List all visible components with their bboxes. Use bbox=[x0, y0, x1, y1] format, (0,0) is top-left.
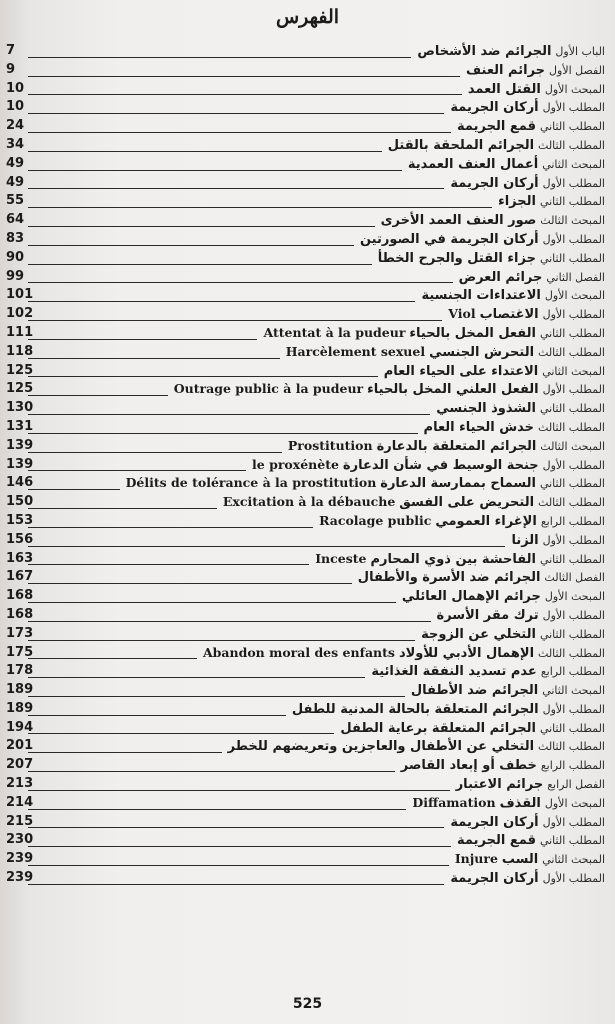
toc-section-title: الجرائم المتعلقة بالحالة المدنية للطفل bbox=[291, 701, 539, 717]
toc-entry bbox=[0, 399, 615, 418]
toc-section-title: أركان الجريمة bbox=[450, 100, 539, 116]
toc-entry bbox=[0, 98, 615, 117]
toc-section-label: المطلب الأول bbox=[542, 232, 605, 246]
toc-page-number: 64 bbox=[6, 212, 25, 228]
toc-section-label: المطلب الأول bbox=[542, 383, 605, 397]
toc-section-label: المطلب الثالث bbox=[538, 646, 605, 660]
toc-entry-text bbox=[252, 456, 605, 475]
toc-entry-text bbox=[466, 61, 605, 80]
toc-entry-text bbox=[402, 587, 605, 606]
toc-section-label: المطلب الثاني bbox=[539, 721, 605, 735]
toc-page-number: 189 bbox=[6, 682, 34, 698]
toc-entry bbox=[0, 80, 615, 99]
toc-french-term: Inceste bbox=[315, 550, 367, 566]
toc-section-title: الشذوذ الجنسي bbox=[436, 401, 536, 417]
toc-section-label: المطلب الأول bbox=[542, 176, 605, 190]
toc-entry bbox=[0, 155, 615, 174]
toc-section-title: جرائم الاعتبار bbox=[455, 777, 544, 793]
toc-entry bbox=[0, 362, 615, 381]
toc-page-number: 239 bbox=[6, 851, 34, 867]
toc-section-label: المطلب الرابع bbox=[540, 514, 605, 528]
toc-page-number: 55 bbox=[6, 193, 25, 209]
toc-entry-text bbox=[203, 644, 605, 663]
toc-leader-line bbox=[28, 339, 257, 340]
toc-page-number: 7 bbox=[6, 43, 16, 58]
toc-entry-text bbox=[450, 813, 605, 832]
toc-section-label: المطلب الرابع bbox=[540, 759, 605, 773]
toc-entry-text bbox=[381, 211, 605, 230]
toc-entry bbox=[0, 418, 615, 437]
toc-entry bbox=[0, 606, 615, 625]
toc-section-title: جرائم العنف bbox=[466, 62, 546, 78]
toc-section-label: المطلب الأول bbox=[542, 533, 605, 547]
toc-page-number: 230 bbox=[6, 832, 34, 848]
toc-leader-line bbox=[28, 677, 365, 678]
toc-french-term: Harcèlement sexuel bbox=[285, 343, 426, 359]
toc-entry-text bbox=[408, 155, 605, 174]
toc-leader-line bbox=[28, 452, 282, 453]
toc-section-title: الجرائم المتعلقة بالدعارة bbox=[376, 438, 537, 454]
toc-entry bbox=[0, 850, 615, 869]
toc-entry bbox=[0, 305, 615, 324]
toc-entry bbox=[0, 136, 615, 155]
toc-page-number: 49 bbox=[6, 174, 25, 190]
toc-section-label: المبحث الثالث bbox=[540, 439, 605, 453]
toc-section-title: أركان الجريمة bbox=[450, 871, 539, 887]
toc-entry-text bbox=[457, 117, 605, 136]
toc-leader-line bbox=[28, 884, 444, 885]
toc-entry-text bbox=[340, 719, 605, 738]
toc-section-label: المطلب الثاني bbox=[539, 402, 605, 416]
toc-section-label: المبحث الأول bbox=[544, 796, 605, 810]
toc-entry-text bbox=[388, 136, 605, 155]
toc-page-number: 150 bbox=[6, 494, 34, 510]
toc-section-label: الفصل الرابع bbox=[547, 778, 605, 792]
toc-french-term: Abandon moral des enfants bbox=[202, 644, 395, 660]
toc-leader-line bbox=[28, 188, 444, 189]
toc-leader-line bbox=[28, 508, 217, 509]
toc-entry bbox=[0, 286, 615, 305]
toc-entry-text bbox=[371, 662, 605, 681]
toc-entry-text bbox=[417, 42, 605, 61]
toc-entry bbox=[0, 117, 615, 136]
toc-section-title: الجرائم المتعلقة برعاية الطفل bbox=[340, 720, 536, 736]
toc-section-title: عدم تسديد النفقة الغذائية bbox=[371, 664, 537, 680]
toc-entry-text bbox=[264, 324, 606, 343]
toc-page-number: 175 bbox=[6, 644, 34, 660]
toc-entry-text bbox=[450, 174, 605, 193]
toc-section-title: أركان الجريمة في الصورتين bbox=[359, 231, 539, 247]
toc-section-label: المبحث الثاني bbox=[542, 157, 605, 171]
toc-page-number: 201 bbox=[6, 738, 34, 754]
toc-page-number: 194 bbox=[6, 719, 34, 735]
toc-entry bbox=[0, 568, 615, 587]
toc-page-number: 125 bbox=[6, 362, 34, 378]
toc-entry-text bbox=[401, 756, 605, 775]
toc-leader-line bbox=[28, 132, 451, 133]
toc-page-number: 130 bbox=[6, 400, 34, 416]
toc-section-title: الاغتصاب bbox=[479, 307, 539, 323]
toc-section-title: القذف bbox=[499, 795, 541, 811]
toc-entry-text bbox=[315, 550, 605, 569]
toc-page-number: 83 bbox=[6, 230, 25, 246]
toc-leader-line bbox=[28, 621, 431, 622]
toc-leader-line bbox=[28, 358, 280, 359]
toc-section-label: المطلب الأول bbox=[542, 101, 605, 115]
toc-section-title: الإغراء العمومي bbox=[435, 513, 537, 529]
toc-page-number: 139 bbox=[6, 437, 34, 453]
toc-entry-text bbox=[450, 869, 605, 888]
toc-section-label: المطلب الثالث bbox=[538, 345, 605, 359]
toc-entry bbox=[0, 61, 615, 80]
toc-section-title: الاعتداءات الجنسية bbox=[421, 288, 541, 304]
toc-french-term: Racolage public bbox=[319, 512, 432, 528]
toc-entry-text bbox=[421, 286, 605, 305]
toc-entry bbox=[0, 587, 615, 606]
toc-entry-text bbox=[411, 681, 605, 700]
toc-leader-line bbox=[28, 733, 334, 734]
page-number: 525 bbox=[292, 996, 323, 1012]
toc-entry-text bbox=[360, 230, 605, 249]
toc-section-title: الجزاء bbox=[498, 194, 536, 210]
toc-entry bbox=[0, 324, 615, 343]
toc-section-label: المطلب الثاني bbox=[539, 120, 605, 134]
toc-page-number: 207 bbox=[6, 757, 34, 773]
toc-entry bbox=[0, 42, 615, 61]
toc-page-number: 111 bbox=[6, 324, 34, 340]
toc-entry bbox=[0, 192, 615, 211]
toc-page-number: 101 bbox=[6, 287, 34, 303]
toc-page-number: 168 bbox=[6, 588, 34, 604]
toc-leader-line bbox=[28, 696, 405, 697]
toc-entry bbox=[0, 174, 615, 193]
toc-page-number: 49 bbox=[6, 155, 25, 171]
toc-entry bbox=[0, 831, 615, 850]
toc-page-number: 146 bbox=[6, 475, 34, 491]
toc-page-number: 102 bbox=[6, 306, 34, 322]
toc-entry-text bbox=[468, 80, 605, 99]
toc-page-number: 156 bbox=[6, 531, 34, 547]
toc-entry bbox=[0, 268, 615, 287]
toc-section-label: المطلب الثاني bbox=[539, 552, 605, 566]
toc-leader-line bbox=[28, 470, 246, 471]
toc-section-title: قمع الجريمة bbox=[457, 833, 536, 849]
toc-leader-line bbox=[28, 76, 460, 77]
toc-french-term: Injure bbox=[454, 851, 498, 867]
toc-section-title: السب bbox=[501, 852, 539, 868]
toc-leader-line bbox=[28, 640, 415, 641]
toc-section-label: المطلب الثاني bbox=[539, 477, 605, 491]
toc-entry bbox=[0, 437, 615, 456]
toc-page-number: 189 bbox=[6, 700, 34, 716]
toc-section-title: الجرائم ضد الأسرة والأطفال bbox=[357, 570, 541, 586]
toc-section-title: خدش الحياء العام bbox=[423, 419, 535, 435]
toc-section-label: المبحث الأول bbox=[544, 289, 605, 303]
toc-section-title: التحرش الجنسي bbox=[429, 344, 535, 360]
toc-entry-text bbox=[457, 831, 605, 850]
toc-section-label: الفصل الثاني bbox=[546, 270, 605, 284]
toc-page-number: 24 bbox=[6, 118, 25, 134]
toc-entry-text bbox=[126, 474, 605, 493]
toc-entry bbox=[0, 380, 615, 399]
toc-entry-text bbox=[288, 437, 605, 456]
toc-section-label: المطلب الثالث bbox=[538, 420, 605, 434]
toc-section-label: المطلب الثاني bbox=[539, 195, 605, 209]
toc-leader-line bbox=[28, 113, 444, 114]
toc-leader-line bbox=[28, 583, 352, 584]
toc-entry-text bbox=[384, 362, 605, 381]
toc-entry-text bbox=[421, 625, 605, 644]
toc-section-label: المطلب الثاني bbox=[539, 627, 605, 641]
toc-french-term: Excitation à la débauche bbox=[222, 494, 396, 510]
toc-page-number: 214 bbox=[6, 794, 34, 810]
toc-page-number: 10 bbox=[6, 99, 25, 115]
toc-page-number: 213 bbox=[6, 776, 34, 792]
toc-page-number: 131 bbox=[6, 418, 34, 434]
toc-section-label: الفصل الثالث bbox=[544, 571, 605, 585]
toc-entry-text bbox=[450, 98, 605, 117]
toc-entry-text bbox=[456, 775, 605, 794]
toc-page-number: 90 bbox=[6, 249, 25, 265]
toc-french-term: Viol bbox=[448, 306, 476, 322]
toc-leader-line bbox=[28, 245, 354, 246]
toc-section-label: المطلب الثالث bbox=[538, 138, 605, 152]
toc-section-label: المبحث الأول bbox=[544, 590, 605, 604]
toc-entry-text bbox=[498, 192, 605, 211]
toc-section-label: الفصل الأول bbox=[549, 63, 605, 77]
toc-leader-line bbox=[28, 715, 286, 716]
toc-entry bbox=[0, 230, 615, 249]
toc-page-number: 168 bbox=[6, 606, 34, 622]
toc-leader-line bbox=[28, 658, 197, 659]
toc-page-number: 163 bbox=[6, 550, 34, 566]
toc-leader-line bbox=[28, 433, 418, 434]
toc-section-label: المطلب الأول bbox=[542, 608, 605, 622]
toc-section-title: أركان الجريمة bbox=[450, 175, 539, 191]
toc-section-label: المطلب الثالث bbox=[538, 740, 605, 754]
toc-leader-line bbox=[28, 827, 444, 828]
toc-section-label: المبحث الثاني bbox=[542, 853, 605, 867]
toc-section-label: المطلب الأول bbox=[542, 815, 605, 829]
toc-entry bbox=[0, 775, 615, 794]
toc-leader-line bbox=[28, 564, 309, 565]
toc-entry bbox=[0, 737, 615, 756]
toc-entry bbox=[0, 625, 615, 644]
toc-page-number: 10 bbox=[6, 80, 25, 96]
toc-entry-text bbox=[292, 700, 605, 719]
toc-entry-text bbox=[424, 418, 605, 437]
toc-leader-line bbox=[28, 301, 415, 302]
toc-section-title: الجرائم الملحقة بالقتل bbox=[387, 137, 535, 153]
toc-entry bbox=[0, 493, 615, 512]
toc-entry-text bbox=[459, 268, 605, 287]
toc-leader-line bbox=[28, 752, 222, 753]
toc-section-title: أعمال العنف العمدية bbox=[407, 156, 539, 172]
toc-leader-line bbox=[28, 226, 375, 227]
toc-section-title: الجرائم ضد الأشخاص bbox=[417, 44, 552, 59]
toc-page-number: 34 bbox=[6, 136, 25, 152]
toc-page-number: 153 bbox=[6, 512, 34, 528]
toc-section-label: المطلب الأول bbox=[542, 458, 605, 472]
toc-french-term: Outrage public à la pudeur bbox=[173, 381, 364, 397]
toc-page-number: 167 bbox=[6, 569, 34, 585]
toc-section-title: التخلي عن الأطفال والعاجزين وتعريضهم للخطر bbox=[227, 739, 535, 755]
toc-page-number: 178 bbox=[6, 663, 34, 679]
toc-leader-line bbox=[28, 527, 313, 528]
toc-leader-line bbox=[28, 809, 406, 810]
toc-leader-line bbox=[28, 94, 462, 95]
toc-section-title: جرائم العرض bbox=[458, 269, 543, 285]
toc-leader-line bbox=[28, 151, 382, 152]
toc-section-label: المطلب الثاني bbox=[539, 834, 605, 848]
toc-section-title: جزاء القتل والجرح الخطأ bbox=[377, 250, 536, 266]
toc-leader-line bbox=[28, 57, 411, 58]
toc-section-title: السماح بممارسة الدعارة bbox=[380, 476, 536, 492]
toc-section-title: التخلي عن الزوجة bbox=[421, 626, 536, 642]
toc-entry-text bbox=[228, 737, 605, 756]
toc-leader-line bbox=[28, 395, 168, 396]
toc-entry-text bbox=[286, 343, 605, 362]
toc-section-title: الاعتداء على الحياء العام bbox=[383, 363, 539, 379]
toc-entry bbox=[0, 644, 615, 663]
toc-leader-line bbox=[28, 282, 453, 283]
toc-section-label: المطلب الأول bbox=[542, 308, 605, 322]
toc-entry-text bbox=[174, 380, 605, 399]
toc-section-label: المبحث الثاني bbox=[542, 364, 605, 378]
toc-french-term: Prostitution bbox=[287, 437, 373, 453]
toc-entry bbox=[0, 662, 615, 681]
toc-section-title: خطف أو إبعاد القاصر bbox=[400, 758, 537, 774]
toc-entry bbox=[0, 249, 615, 268]
toc-leader-line bbox=[28, 546, 505, 547]
toc-section-title: الفعل المخل بالحياء bbox=[409, 325, 536, 341]
toc-leader-line bbox=[28, 790, 450, 791]
toc-section-title: الإهمال الأدبي للأولاد bbox=[398, 645, 535, 661]
toc-page-number: 118 bbox=[6, 343, 34, 359]
toc-entry bbox=[0, 813, 615, 832]
toc-page-number: 215 bbox=[6, 813, 34, 829]
toc-leader-line bbox=[28, 414, 430, 415]
toc-leader-line bbox=[28, 207, 492, 208]
toc-entry bbox=[0, 531, 615, 550]
toc-section-label: المطلب الرابع bbox=[540, 665, 605, 679]
toc-french-term: le proxénète bbox=[252, 456, 339, 472]
toc-leader-line bbox=[28, 376, 378, 377]
toc-page-number: 139 bbox=[6, 456, 34, 472]
toc-section-label: المبحث الأول bbox=[544, 82, 605, 96]
toc-section-title: صور العنف العمد الأخرى bbox=[380, 213, 537, 229]
toc-entry-text bbox=[437, 606, 605, 625]
toc-entry-text bbox=[448, 305, 605, 324]
toc-french-term: Diffamation bbox=[412, 794, 496, 810]
toc-entry bbox=[0, 474, 615, 493]
toc-french-term: Délits de tolérance à la prostitution bbox=[125, 475, 377, 491]
toc-entry-text bbox=[511, 531, 605, 550]
toc-entry bbox=[0, 794, 615, 813]
toc-section-title: جرائم الإهمال العائلي bbox=[401, 589, 541, 605]
toc-entry-text bbox=[412, 794, 605, 813]
toc-leader-line bbox=[28, 846, 451, 847]
toc-section-title: الزنا bbox=[511, 532, 539, 548]
toc-section-label: المبحث الثالث bbox=[540, 214, 605, 228]
toc-leader-line bbox=[28, 264, 372, 265]
toc-entry bbox=[0, 211, 615, 230]
toc-leader-line bbox=[28, 489, 120, 490]
toc-section-title: جنحة الوسيط في شأن الدعارة bbox=[342, 457, 539, 473]
toc-entry-text bbox=[455, 850, 605, 869]
toc-section-title: ترك مقر الأسرة bbox=[436, 607, 539, 623]
toc-section-title: أركان الجريمة bbox=[450, 814, 539, 830]
toc-page-number: 239 bbox=[6, 870, 34, 886]
toc-entry bbox=[0, 681, 615, 700]
toc-entry-text bbox=[436, 399, 605, 418]
toc-section-title: القتل العمد bbox=[467, 81, 541, 97]
toc-page-number: 99 bbox=[6, 268, 25, 284]
toc-entry-text bbox=[319, 512, 605, 531]
toc-section-label: المطلب الثاني bbox=[539, 251, 605, 265]
toc-section-title: الفعل العلني المخل بالحياء bbox=[367, 382, 539, 398]
page-title: الفهرس bbox=[275, 6, 340, 28]
toc-leader-line bbox=[28, 771, 395, 772]
toc-page-number: 9 bbox=[6, 61, 16, 77]
toc-entry-text bbox=[358, 568, 605, 587]
toc-section-label: المطلب الثاني bbox=[539, 326, 605, 340]
toc-entry bbox=[0, 756, 615, 775]
toc-page-number: 125 bbox=[6, 381, 34, 397]
toc-section-title: قمع الجريمة bbox=[457, 119, 536, 135]
toc-section-label: المطلب الأول bbox=[542, 872, 605, 886]
toc-section-title: الجرائم ضد الأطفال bbox=[410, 683, 539, 699]
toc-entry bbox=[0, 512, 615, 531]
toc-entry bbox=[0, 550, 615, 569]
toc-leader-line bbox=[28, 170, 402, 171]
toc-entry-text bbox=[223, 493, 605, 512]
toc-section-label: الباب الأول bbox=[555, 45, 605, 58]
toc-entry bbox=[0, 719, 615, 738]
toc-leader-line bbox=[28, 602, 396, 603]
toc-entry bbox=[0, 456, 615, 475]
toc-section-title: التحريض على الفسق bbox=[399, 495, 535, 511]
toc-french-term: Attentat à la pudeur bbox=[263, 324, 406, 340]
table-of-contents bbox=[0, 42, 615, 888]
toc-entry bbox=[0, 869, 615, 888]
toc-section-label: المطلب الأول bbox=[542, 702, 605, 716]
toc-entry bbox=[0, 343, 615, 362]
toc-leader-line bbox=[28, 320, 442, 321]
toc-entry-text bbox=[378, 249, 605, 268]
toc-entry bbox=[0, 700, 615, 719]
toc-section-label: المطلب الثالث bbox=[538, 496, 605, 510]
toc-leader-line bbox=[28, 865, 449, 866]
toc-section-title: الفاحشة بين ذوي المحارم bbox=[370, 551, 536, 567]
toc-page-number: 173 bbox=[6, 625, 34, 641]
toc-section-label: المبحث الثاني bbox=[542, 684, 605, 698]
